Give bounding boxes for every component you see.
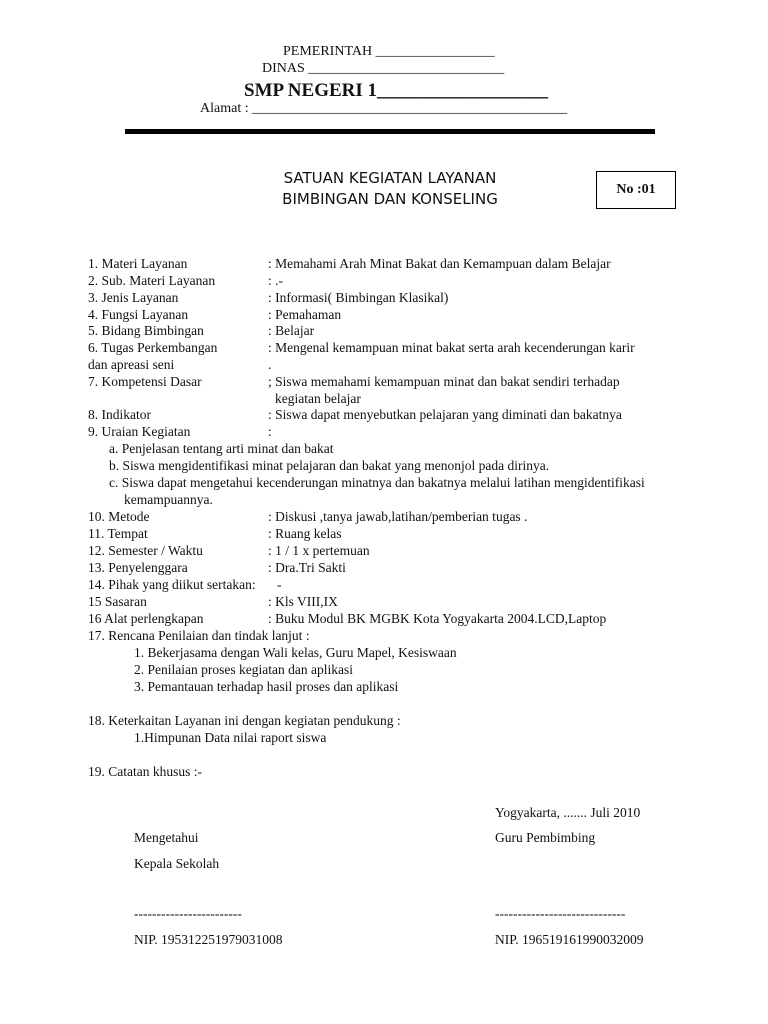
row-1-label: 1. Materi Layanan	[88, 256, 188, 271]
rencana-item-2: 2. Penilaian proses kegiatan dan aplikasi	[134, 662, 353, 677]
left-role-mengetahui: Mengetahui	[134, 830, 199, 845]
rencana-heading: 17. Rencana Penilaian dan tindak lanjut :	[88, 628, 310, 643]
uraian-item-a: a. Penjelasan tentang arti minat dan bakat	[109, 441, 334, 456]
row-2-value: : .-	[268, 273, 283, 288]
number-box: No :01	[596, 171, 676, 209]
row-14-label: 14. Pihak yang diikut sertakan:	[88, 577, 256, 592]
row-7-label: 7. Kompetensi Dasar	[88, 374, 202, 389]
row-16-value: : Buku Modul BK MGBK Kota Yogyakarta 2004.LCD,Laptop	[268, 611, 607, 626]
row-8-label: 8. Indikator	[88, 407, 151, 422]
row-6-value: : Mengenal kemampuan minat bakat serta arah kecenderungan karir	[268, 340, 635, 355]
uraian-item-c-cont: kemampuannya.	[124, 492, 213, 507]
document-title	[240, 168, 540, 210]
row-10-label: 10. Metode	[88, 509, 150, 524]
header-dinas: DINAS ____________________________	[262, 61, 505, 76]
title-line-2: BIMBINGAN DAN KONSELING	[282, 190, 498, 208]
keterkaitan-item-1: 1.Himpunan Data nilai raport siswa	[134, 730, 327, 745]
row-7-value: ; Siswa memahami kemampuan minat dan bakat sendiri terhadap	[268, 374, 620, 389]
row-1-value: : Memahami Arah Minat Bakat dan Kemampuan dalam Belajar	[268, 256, 611, 271]
row-13-value: : Dra.Tri Sakti	[268, 560, 346, 575]
row-9-value: :	[268, 424, 272, 439]
row-15-value: : Kls VIII,IX	[268, 594, 338, 609]
keterkaitan-heading: 18. Keterkaitan Layanan ini dengan kegiatan pendukung :	[88, 713, 401, 728]
row-16-label: 16 Alat perlengkapan	[88, 611, 204, 626]
right-role-guru: Guru Pembimbing	[495, 830, 596, 845]
row-14-value: -	[277, 577, 282, 592]
right-signature-line: -----------------------------	[495, 906, 626, 921]
row-3-value: : Informasi( Bimbingan Klasikal)	[268, 290, 449, 305]
title-line-1: SATUAN KEGIATAN LAYANAN	[283, 169, 497, 187]
row-5-label: 5. Bidang Bimbingan	[88, 323, 204, 338]
uraian-item-b: b. Siswa mengidentifikasi minat pelajaran dan bakat yang menonjol pada dirinya.	[109, 458, 550, 473]
row-12-label: 12. Semester / Waktu	[88, 543, 203, 558]
row-4-value: : Pemahaman	[268, 307, 342, 322]
row-4-label: 4. Fungsi Layanan	[88, 307, 189, 322]
row-11-label: 11. Tempat	[88, 526, 148, 541]
header-school-name: SMP NEGERI 1__________________	[244, 80, 549, 101]
header-divider	[125, 129, 655, 134]
left-signature-line: ------------------------	[134, 906, 242, 921]
row-3-label: 3. Jenis Layanan	[88, 290, 179, 305]
row-9-label: 9. Uraian Kegiatan	[88, 424, 191, 439]
right-nip: NIP. 196519161990032009	[495, 932, 644, 947]
header-alamat: Alamat : _____________________________________________	[200, 101, 568, 116]
header-pemerintah: PEMERINTAH _________________	[283, 44, 495, 59]
row-2-label: 2. Sub. Materi Layanan	[88, 273, 216, 288]
row-11-value: : Ruang kelas	[268, 526, 342, 541]
row-6-label-cont: dan apreasi seni	[88, 357, 175, 372]
rencana-item-1: 1. Bekerjasama dengan Wali kelas, Guru Mapel, Kesiswaan	[134, 645, 457, 660]
row-5-value: : Belajar	[268, 323, 315, 338]
row-12-value: : 1 / 1 x pertemuan	[268, 543, 370, 558]
catatan-khusus: 19. Catatan khusus :-	[88, 764, 202, 779]
left-nip: NIP. 195312251979031008	[134, 932, 283, 947]
place-date: Yogyakarta, ....... Juli 2010	[495, 805, 641, 820]
uraian-item-c: c. Siswa dapat mengetahui kecenderungan minatnya dan bakatnya melalui latihan mengidentifikasi	[109, 475, 645, 490]
row-13-label: 13. Penyelenggara	[88, 560, 188, 575]
row-7-value-cont: kegiatan belajar	[275, 391, 361, 406]
row-6-label: 6. Tugas Perkembangan	[88, 340, 218, 355]
rencana-item-3: 3. Pemantauan terhadap hasil proses dan aplikasi	[134, 679, 399, 694]
row-10-value: : Diskusi ,tanya jawab,latihan/pemberian tugas .	[268, 509, 528, 524]
left-role-kepala: Kepala Sekolah	[134, 856, 220, 871]
row-6-value-cont: .	[268, 357, 272, 372]
row-15-label: 15 Sasaran	[88, 594, 147, 609]
row-8-value: : Siswa dapat menyebutkan pelajaran yang diminati dan bakatnya	[268, 407, 622, 422]
